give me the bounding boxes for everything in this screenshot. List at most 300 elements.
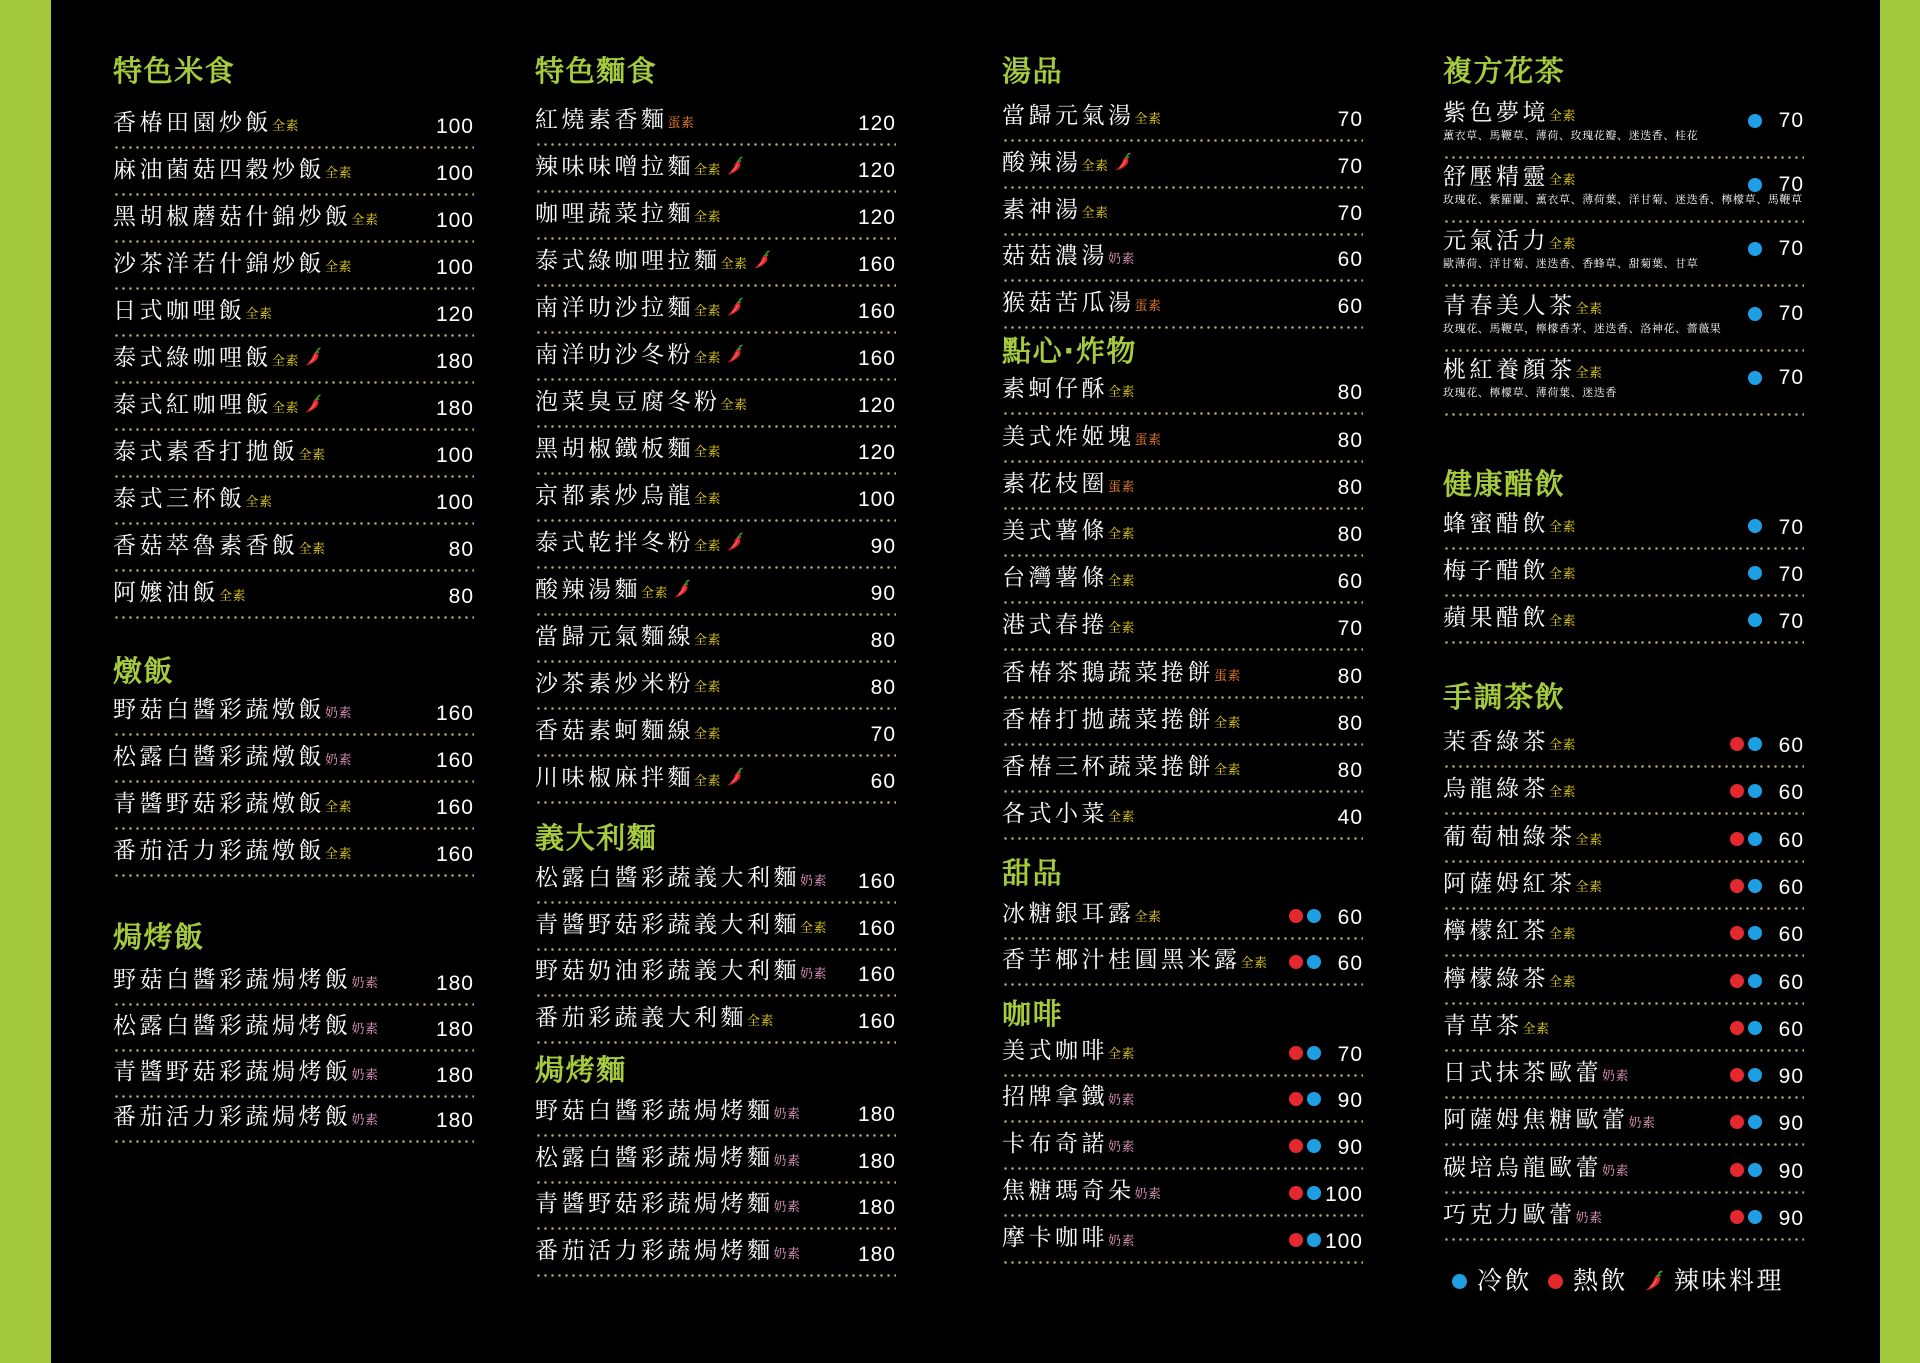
diet-tag: 全素	[1549, 108, 1577, 124]
item-line	[1002, 242, 1363, 270]
menu-item	[113, 579, 474, 607]
menu-item	[535, 200, 896, 228]
hot-dot-icon	[1730, 784, 1744, 798]
dotted-leader	[535, 472, 896, 475]
cold-dot-icon	[1748, 879, 1762, 893]
item-line	[113, 297, 474, 325]
dotted-leader	[535, 901, 896, 904]
dotted-leader	[535, 284, 896, 287]
item-price: 120	[857, 394, 896, 417]
item-name: 松露白醬彩蔬焗烤飯	[113, 1012, 352, 1039]
temperature-icons	[1730, 1115, 1762, 1129]
item-price: 120	[435, 302, 474, 326]
item-name: 香菇素蚵麵線	[535, 718, 694, 744]
hot-dot-icon	[1730, 879, 1744, 893]
item-name: 當歸元氣麵線	[535, 624, 694, 650]
chili-icon	[304, 347, 322, 367]
diet-tag: 奶素	[1108, 1093, 1136, 1109]
item-price: 90	[870, 582, 896, 605]
legend-cold-label: 冷飲	[1477, 1266, 1533, 1295]
dotted-leader	[535, 994, 896, 997]
item-price: 180	[435, 349, 474, 373]
dotted-leader	[113, 381, 474, 384]
menu-item	[1443, 557, 1804, 585]
item-line	[535, 1097, 896, 1125]
item-name: 泰式三杯飯	[113, 485, 246, 512]
item-name: 當歸元氣湯	[1002, 103, 1135, 129]
dotted-leader	[1443, 156, 1804, 159]
item-name: 南洋叻沙冬粉	[535, 342, 694, 368]
cold-dot-icon	[1748, 307, 1762, 321]
item-line	[535, 911, 896, 939]
cold-dot-icon	[1748, 613, 1762, 627]
cold-dot-icon	[1748, 371, 1762, 385]
hot-dot-icon	[1730, 737, 1744, 751]
menu-item	[1443, 1201, 1804, 1229]
chili-icon	[726, 297, 744, 317]
item-name: 青春美人茶	[1443, 292, 1576, 319]
hot-dot-icon	[1289, 1233, 1303, 1247]
dotted-leader	[1002, 648, 1363, 651]
item-line	[113, 485, 474, 513]
menu-item	[535, 388, 896, 416]
menu-item	[535, 911, 896, 939]
menu-item	[535, 670, 896, 698]
dotted-leader	[1443, 812, 1804, 815]
item-name: 香椿三杯蔬菜捲餅	[1002, 754, 1214, 780]
menu-column-2	[535, 0, 896, 1363]
menu-item	[113, 250, 474, 278]
dotted-leader	[535, 1134, 896, 1137]
menu-item	[1002, 659, 1363, 687]
item-price: 90	[1778, 1159, 1804, 1183]
item-name: 葡萄柚綠茶	[1443, 823, 1576, 850]
dotted-leader	[1443, 1191, 1804, 1194]
diet-tag: 全素	[694, 774, 722, 789]
cold-dot-icon	[1748, 832, 1762, 846]
menu-item	[1002, 196, 1363, 224]
item-line	[535, 106, 896, 134]
item-price: 60	[1778, 970, 1804, 994]
dotted-leader	[1002, 554, 1363, 557]
dotted-leader	[1443, 1238, 1804, 1241]
dotted-leader	[535, 707, 896, 710]
menu-item	[535, 957, 896, 985]
item-name: 沙茶洋若什錦炒飯	[113, 250, 325, 277]
diet-tag: 全素	[1575, 301, 1603, 317]
item-price: 70	[1778, 173, 1804, 196]
item-name: 阿嬤油飯	[113, 579, 219, 606]
hot-dot-icon	[1289, 909, 1303, 923]
menu-item	[1443, 775, 1804, 803]
menu-item	[1002, 102, 1363, 130]
temperature-icons	[1289, 955, 1321, 969]
item-name: 梅子醋飲	[1443, 558, 1549, 585]
dotted-leader	[1443, 349, 1804, 352]
item-name: 素花枝圈	[1002, 470, 1108, 497]
item-name: 檸檬綠茶	[1443, 965, 1549, 992]
temperature-icons	[1748, 242, 1762, 256]
item-name: 泰式素香打拋飯	[113, 438, 299, 465]
menu-item	[1002, 1224, 1363, 1252]
dotted-leader	[1443, 1143, 1804, 1146]
hot-dot-icon	[1730, 832, 1744, 846]
chili-icon	[753, 250, 771, 270]
dotted-leader	[1002, 233, 1363, 236]
item-line	[113, 532, 474, 560]
hot-dot-icon	[1730, 1021, 1744, 1035]
item-price: 180	[435, 1063, 474, 1087]
diet-tag: 奶素	[325, 706, 353, 721]
diet-tag: 奶素	[773, 1247, 801, 1263]
item-line	[535, 435, 896, 463]
menu-item	[535, 1144, 896, 1172]
item-name: 紫色夢境	[1443, 99, 1549, 126]
section-title: 咖啡	[1002, 997, 1064, 1031]
menu-item	[1443, 510, 1804, 538]
item-price: 100	[857, 488, 896, 511]
menu-item	[1443, 227, 1804, 271]
diet-tag: 全素	[1549, 785, 1577, 801]
item-line	[535, 623, 896, 651]
temperature-icons	[1730, 1068, 1762, 1082]
dotted-leader	[1002, 601, 1363, 604]
section-title: 焗烤麵	[535, 1053, 627, 1087]
diet-tag: 全素	[1522, 1021, 1550, 1037]
item-name: 香菇萃魯素香飯	[113, 532, 299, 559]
item-line	[535, 864, 896, 892]
item-price: 180	[435, 972, 474, 995]
item-price: 70	[1337, 201, 1363, 225]
diet-tag: 全素	[1108, 527, 1136, 542]
item-line	[535, 1237, 896, 1265]
item-line	[1002, 375, 1363, 403]
dotted-leader	[535, 378, 896, 381]
hot-dot-icon	[1730, 1115, 1744, 1129]
item-line	[113, 1058, 474, 1086]
dotted-leader	[113, 733, 474, 736]
dotted-leader	[535, 566, 896, 569]
chili-icon	[726, 156, 744, 176]
diet-tag: 全素	[694, 633, 722, 648]
item-line	[113, 790, 474, 818]
temperature-icons	[1730, 1210, 1762, 1224]
item-name: 桃紅養顏茶	[1443, 356, 1576, 383]
item-name: 冰糖銀耳露	[1002, 900, 1135, 927]
item-name: 茉香綠茶	[1443, 729, 1549, 755]
menu-item	[1002, 1037, 1363, 1065]
item-price: 90	[1778, 1112, 1804, 1136]
item-name: 野菇白醬彩蔬焗烤飯	[113, 967, 352, 993]
cold-dot-icon	[1748, 519, 1762, 533]
diet-tag: 全素	[694, 210, 722, 225]
diet-tag: 全素	[1549, 927, 1577, 943]
diet-tag: 蛋素	[1134, 432, 1162, 448]
dotted-leader	[113, 1003, 474, 1006]
menu-item	[113, 1012, 474, 1040]
dotted-leader	[1443, 284, 1804, 287]
dotted-leader	[1002, 460, 1363, 463]
section-title: 義大利麵	[535, 820, 658, 855]
diet-tag: 全素	[325, 165, 353, 181]
menu-item	[1443, 356, 1804, 399]
diet-tag: 全素	[1134, 909, 1162, 925]
item-name: 川味椒麻拌麵	[535, 765, 694, 791]
diet-tag: 全素	[1214, 715, 1242, 731]
item-price: 70	[870, 723, 896, 746]
section-title: 手調茶飲	[1443, 679, 1566, 714]
dotted-leader	[1443, 907, 1804, 910]
item-name: 美式薯條	[1002, 518, 1108, 544]
item-line	[1002, 753, 1363, 781]
item-name: 美式咖啡	[1002, 1037, 1108, 1064]
menu-item	[113, 966, 474, 994]
menu-item	[535, 1004, 896, 1032]
item-line	[113, 1103, 474, 1131]
dotted-leader	[1002, 790, 1363, 793]
diet-tag: 全素	[747, 1013, 775, 1029]
temperature-icons	[1730, 926, 1762, 940]
hot-dot-icon	[1289, 1186, 1303, 1200]
item-line	[535, 294, 896, 322]
item-line	[535, 482, 896, 510]
menu-item	[1443, 1012, 1804, 1040]
item-line	[1002, 289, 1363, 317]
item-name: 摩卡咖啡	[1002, 1224, 1108, 1251]
diet-tag: 全素	[720, 257, 748, 272]
dotted-leader	[535, 519, 896, 522]
temperature-icons	[1748, 178, 1762, 192]
item-line	[113, 966, 474, 994]
left-green-bar	[0, 0, 51, 1363]
dotted-leader	[113, 240, 474, 243]
chili-icon	[726, 532, 744, 552]
diet-tag: 全素	[1575, 832, 1603, 848]
diet-tag: 全素	[720, 398, 748, 413]
diet-tag: 奶素	[800, 967, 828, 982]
dotted-leader	[535, 801, 896, 804]
dotted-leader	[535, 1274, 896, 1277]
item-name: 黑胡椒鐵板麵	[535, 436, 694, 462]
dotted-leader	[113, 475, 474, 478]
item-price: 180	[857, 1196, 896, 1220]
menu-item	[113, 297, 474, 325]
temperature-icons	[1289, 1092, 1321, 1106]
dotted-leader	[113, 146, 474, 149]
item-line	[535, 247, 896, 275]
menu-item	[1002, 517, 1363, 545]
menu-item	[113, 438, 474, 466]
item-name: 日式抹茶歐蕾	[1443, 1060, 1602, 1087]
menu-item	[113, 532, 474, 560]
item-name: 沙茶素炒米粉	[535, 671, 694, 697]
menu-item	[113, 203, 474, 231]
item-name: 日式咖哩飯	[113, 297, 246, 324]
cold-dot-icon	[1748, 737, 1762, 751]
menu-item	[535, 1097, 896, 1125]
dotted-leader	[1443, 765, 1804, 768]
cold-dot-icon	[1307, 909, 1321, 923]
diet-tag: 奶素	[1108, 1233, 1136, 1249]
dotted-leader	[1443, 641, 1804, 644]
menu-item	[535, 576, 896, 604]
item-price: 60	[1337, 248, 1363, 272]
dotted-leader	[1002, 937, 1363, 940]
diet-tag: 全素	[351, 212, 379, 228]
temperature-icons	[1730, 737, 1762, 751]
item-line	[113, 344, 474, 372]
item-price: 120	[857, 112, 896, 135]
item-name: 港式春捲	[1002, 612, 1108, 639]
item-line	[1002, 149, 1363, 177]
dotted-leader	[113, 193, 474, 196]
item-price: 160	[857, 347, 896, 370]
item-line	[535, 388, 896, 416]
item-price: 100	[435, 114, 474, 138]
item-price: 180	[857, 1243, 896, 1267]
diet-tag: 全素	[245, 306, 273, 322]
menu-item	[113, 156, 474, 184]
item-price: 80	[1337, 711, 1363, 735]
diet-tag: 全素	[1134, 112, 1162, 127]
dotted-leader	[1002, 279, 1363, 282]
item-name: 焦糖瑪奇朵	[1002, 1178, 1135, 1204]
section-title: 焗烤飯	[113, 920, 205, 954]
section-title: 特色米食	[113, 54, 236, 88]
item-price: 80	[870, 676, 896, 699]
item-name: 阿薩姆焦糖歐蕾	[1443, 1107, 1629, 1134]
dotted-leader	[1002, 326, 1363, 329]
menu-item	[1443, 292, 1804, 335]
item-name: 咖哩蔬菜拉麵	[535, 201, 694, 227]
cold-dot-icon	[1307, 955, 1321, 969]
menu-item	[1002, 470, 1363, 498]
diet-tag: 全素	[298, 541, 326, 557]
dotted-leader	[113, 522, 474, 525]
item-name: 松露白醬彩蔬燉飯	[113, 744, 325, 770]
dotted-leader	[113, 428, 474, 431]
menu-item	[535, 482, 896, 510]
diet-tag: 奶素	[1602, 1163, 1630, 1179]
menu-item	[535, 717, 896, 745]
chili-icon	[726, 767, 744, 787]
item-line	[1002, 196, 1363, 224]
item-name: 野菇奶油彩蔬義大利麵	[535, 958, 800, 984]
diet-tag: 全素	[1549, 173, 1577, 188]
dotted-leader	[535, 1227, 896, 1230]
menu-item	[113, 837, 474, 865]
dotted-leader	[1002, 837, 1363, 840]
item-name: 松露白醬彩蔬焗烤麵	[535, 1144, 774, 1171]
temperature-icons	[1748, 114, 1762, 128]
item-name: 蘋果醋飲	[1443, 605, 1549, 632]
diet-tag: 全素	[298, 447, 326, 463]
diet-tag: 奶素	[351, 1067, 379, 1083]
dotted-leader	[535, 190, 896, 193]
item-price: 60	[1778, 923, 1804, 947]
diet-tag: 全素	[1575, 879, 1603, 895]
item-price: 70	[1778, 108, 1804, 132]
item-line	[535, 764, 896, 792]
temperature-icons	[1730, 832, 1762, 846]
diet-tag: 全素	[325, 800, 353, 815]
dotted-leader	[535, 660, 896, 663]
item-line	[1002, 470, 1363, 498]
item-price: 60	[1337, 295, 1363, 319]
item-line	[1002, 706, 1363, 734]
item-price: 60	[1337, 905, 1363, 929]
dotted-leader	[535, 613, 896, 616]
item-name: 舒壓精靈	[1443, 164, 1549, 190]
item-name: 青醬野菇彩蔬焗烤飯	[113, 1058, 352, 1085]
item-name: 京都素炒烏龍	[535, 483, 694, 509]
item-name: 青醬野菇彩蔬義大利麵	[535, 911, 800, 938]
diet-tag: 全素	[219, 588, 247, 604]
temperature-icons	[1748, 613, 1762, 627]
cold-dot-icon	[1748, 1163, 1762, 1177]
item-price: 160	[857, 916, 896, 940]
temperature-icons	[1730, 1163, 1762, 1177]
dotted-leader	[1002, 1261, 1363, 1264]
item-name: 猴菇苦瓜湯	[1002, 290, 1135, 317]
item-line	[535, 957, 896, 985]
dotted-leader	[1002, 983, 1363, 986]
item-price: 60	[1337, 952, 1363, 975]
menu-item	[1002, 149, 1363, 177]
item-price: 160	[857, 300, 896, 323]
section-title: 健康醋飲	[1443, 466, 1566, 501]
item-line	[113, 1012, 474, 1040]
item-line	[113, 696, 474, 724]
dotted-leader	[1002, 139, 1363, 142]
item-price: 80	[870, 629, 896, 652]
menu-item	[1002, 946, 1363, 974]
menu-item	[1002, 289, 1363, 317]
temperature-icons	[1289, 1046, 1321, 1060]
diet-tag: 蛋素	[667, 116, 695, 131]
dotted-leader	[1002, 1120, 1363, 1123]
item-price: 80	[1337, 381, 1363, 405]
item-name: 泰式紅咖哩飯	[113, 391, 272, 418]
diet-tag: 蛋素	[1108, 479, 1136, 495]
item-name: 蜂蜜醋飲	[1443, 511, 1549, 537]
dotted-leader	[1002, 1074, 1363, 1077]
item-price: 160	[435, 702, 474, 725]
item-price: 80	[448, 537, 474, 561]
item-price: 180	[435, 396, 474, 420]
item-name: 香椿打拋蔬菜捲餅	[1002, 706, 1214, 733]
menu-column-4	[1443, 0, 1804, 1363]
item-line	[1002, 423, 1363, 451]
diet-tag: 奶素	[800, 874, 828, 889]
dotted-leader	[113, 1095, 474, 1098]
item-price: 120	[857, 441, 896, 464]
menu-column-3	[1002, 0, 1363, 1363]
menu-item	[1443, 823, 1804, 851]
dotted-leader	[1002, 1214, 1363, 1217]
menu-item	[1002, 564, 1363, 592]
diet-tag: 全素	[1549, 974, 1577, 990]
menu-item	[1002, 706, 1363, 734]
item-line	[113, 391, 474, 419]
dotted-leader	[113, 827, 474, 830]
dotted-leader	[1443, 954, 1804, 957]
diet-tag: 全素	[325, 847, 353, 862]
item-line	[535, 341, 896, 369]
temperature-icons	[1289, 1233, 1321, 1247]
item-name: 卡布奇諾	[1002, 1131, 1108, 1158]
item-line	[113, 837, 474, 865]
